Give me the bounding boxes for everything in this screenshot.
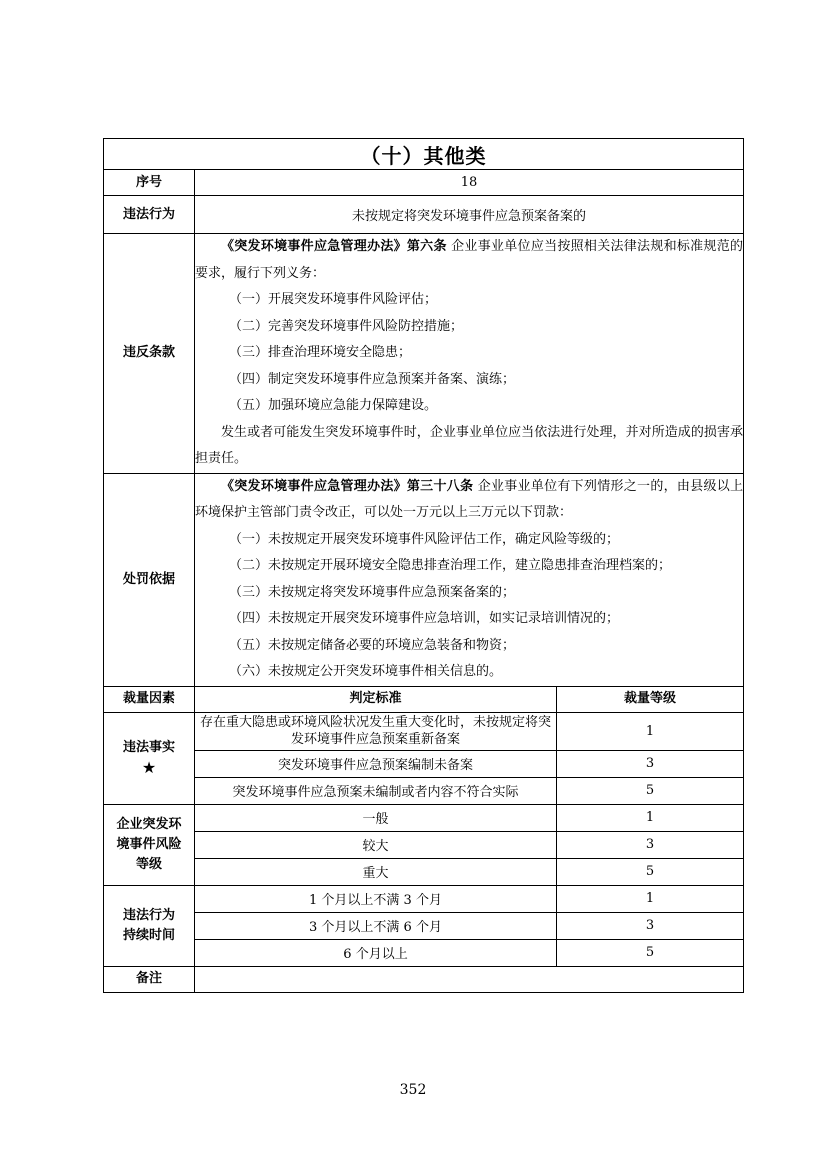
criteria-cell: 存在重大隐患或环境风险状况发生重大变化时，未按规定将突发环境事件应急预案重新备案 [195,712,557,750]
remarks-label: 备注 [104,966,195,992]
penalty-item-4: （四）未按规定开展突发环境事件应急培训，如实记录培训情况的； [229,611,620,626]
criteria-cell: 一般 [195,804,557,831]
violated-item-2: （二）完善突发环境事件风险防控措施； [229,318,464,334]
criteria-cell: 1 个月以上不满 3 个月 [195,885,557,912]
criteria-cell: 6 个月以上 [195,939,557,966]
page-number: 352 [399,1082,427,1098]
remarks-value [195,966,744,992]
level-cell: 3 [557,831,744,858]
criteria-cell: 较大 [195,831,557,858]
violated-clause-closing: 发生或者可能发生突发环境事件时，企业事业单位应当依法进行处理，并对所造成的损害承担责任。 [195,424,744,466]
violated-law-name: 《突发环境事件应急管理办法》第六条 [221,239,447,254]
penalty-basis-intro [195,474,743,527]
level-cell: 1 [557,885,744,912]
illegal-act-label: 违法行为 [104,196,195,234]
level-cell: 1 [557,712,744,750]
level-cell: 5 [557,777,744,804]
penalty-item-2: （二）未按规定开展环境安全隐患排查治理工作，建立隐患排查治理档案的； [229,558,672,573]
penalty-item-3: （三）未按规定将突发环境事件应急预案备案的； [229,584,516,600]
violated-item-4: （四）制定突发环境事件应急预案并备案、演练； [229,371,516,387]
level-cell: 5 [557,939,744,966]
penalty-item-5: （五）未按规定储备必要的环境应急装备和物资； [229,637,516,653]
criteria-cell: 重大 [195,858,557,885]
penalty-law-name: 《突发环境事件应急管理办法》第三十八条 [221,478,474,494]
penalty-basis-content [195,473,744,686]
violated-item-1: （一）开展突发环境事件风险评估； [229,292,438,307]
level-cell: 3 [557,912,744,939]
criteria-header: 判定标准 [195,686,557,712]
criteria-cell: 突发环境事件应急预案编制未备案 [195,750,557,777]
criteria-cell: 3 个月以上不满 6 个月 [195,912,557,939]
serial-label: 序号 [104,170,195,196]
factor-label-illegal-fact [104,712,195,804]
penalty-item-6: （六）未按规定公开突发环境事件相关信息的。 [229,664,503,679]
violated-clause-intro [195,234,743,287]
violated-intro-text: 企业事业单位应当按照相关法律法规和标准规范的要求，履行下列义务： [195,239,743,281]
factor-label-text: 违法事实 [122,740,175,755]
level-cell: 1 [557,804,744,831]
factor-label-text: 企业突发环境事件风险等级 [116,816,182,872]
factor-label-text: 违法行为持续时间 [122,907,175,943]
factor-header: 裁量因素 [104,686,195,712]
serial-value: 18 [195,170,744,196]
penalty-discretion-table [103,138,744,993]
illegal-act-value: 未按规定将突发环境事件应急预案备案的 [195,196,744,234]
violated-clause-label: 违反条款 [104,234,195,474]
star-icon: ★ [141,758,157,777]
violated-item-5: （五）加强环境应急能力保障建设。 [229,398,438,413]
criteria-cell: 突发环境事件应急预案未编制或者内容不符合实际 [195,777,557,804]
factor-label-duration [104,885,195,966]
level-cell: 5 [557,858,744,885]
penalty-item-1: （一）未按规定开展突发环境事件风险评估工作，确定风险等级的； [229,531,620,547]
level-cell: 3 [557,750,744,777]
penalty-intro-text: 企业事业单位有下列情形之一的，由县级以上环境保护主管部门责令改正，可以处一万元以上三万元以下罚款： [195,478,743,520]
table-title: （十）其他类 [104,139,744,170]
factor-label-risk-level [104,804,195,885]
violated-clause-content [195,234,744,474]
violated-item-3: （三）排查治理环境安全隐患； [229,345,412,360]
level-header: 裁量等级 [557,686,744,712]
penalty-basis-label: 处罚依据 [104,473,195,686]
